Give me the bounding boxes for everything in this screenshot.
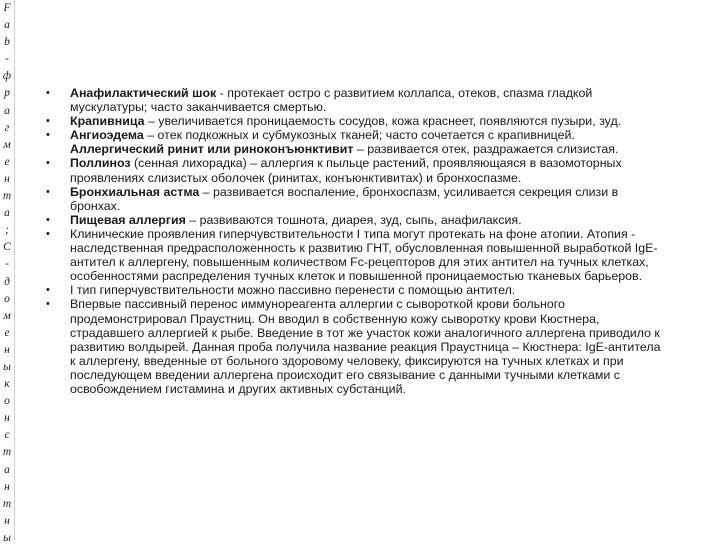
item-term: Поллиноз bbox=[70, 156, 131, 171]
bullet-icon: • bbox=[46, 213, 50, 226]
bullet-icon: • bbox=[46, 185, 50, 198]
side-strip-letter: н bbox=[4, 480, 10, 493]
item-term: Бронхиальная астма bbox=[70, 184, 200, 199]
item-text: – развивается отек, раздражается слизистая. bbox=[353, 142, 619, 157]
side-strip-letter: т bbox=[2, 497, 12, 510]
list-item bbox=[46, 128, 664, 142]
side-strip-letter: С bbox=[3, 241, 11, 254]
side-strip-letter: н bbox=[4, 343, 10, 356]
side-strip-letter: a bbox=[4, 19, 10, 32]
side-strip-letter: ы bbox=[3, 360, 11, 373]
item-text: I тип гиперчувствительности можно пассивно перенести с помощью антител. bbox=[70, 283, 516, 298]
bullet-icon: • bbox=[46, 115, 50, 128]
side-strip-letter: м bbox=[3, 309, 11, 322]
item-term: Анафилактический шок bbox=[70, 86, 217, 100]
side-strip-letter: м bbox=[3, 138, 11, 151]
side-strip-letter: о bbox=[4, 395, 10, 408]
list-item bbox=[46, 297, 664, 396]
side-strip-letter: а bbox=[4, 463, 10, 476]
item-text: – развивается воспаление, бронхоспазм, усиливается секреция слизи в бронхах. bbox=[70, 184, 619, 213]
item-term: Аллергический ринит или риноконъюнктивит bbox=[70, 142, 354, 157]
side-strip-letter: а bbox=[4, 207, 10, 220]
bullet-list bbox=[46, 86, 664, 396]
bullet-icon: • bbox=[46, 129, 50, 142]
side-strip-letter: с bbox=[4, 429, 10, 442]
bullet-icon: • bbox=[46, 157, 50, 170]
side-strip-letter: к bbox=[4, 378, 10, 391]
item-text: (сенная лихорадка) – аллергия к пыльце растений, проявляющаяся в вазомоторных проявлениях слизистых оболочек (ринитах, конъюнктивитах) и бронхоспазме. bbox=[70, 156, 622, 185]
side-strip-letter: н bbox=[4, 412, 10, 425]
side-strip-letter: р bbox=[4, 87, 10, 100]
list-item bbox=[46, 114, 664, 128]
list-item bbox=[46, 86, 664, 114]
side-strip-letter: о bbox=[4, 292, 10, 305]
item-term: Ангиоэдема bbox=[70, 128, 144, 143]
item-term: Крапивница bbox=[70, 114, 145, 129]
item-text: – развиваются тошнота, диарея, зуд, сыпь, анафилаксия. bbox=[185, 212, 522, 227]
side-strip-letter: ы bbox=[3, 531, 11, 544]
side-strip-letter: д bbox=[4, 275, 10, 288]
side-strip-letter: а bbox=[4, 104, 10, 117]
side-strip-letter: - bbox=[5, 258, 9, 271]
side-strip-letter: ф bbox=[2, 70, 12, 83]
side-strip-letter: b bbox=[4, 36, 10, 49]
side-strip-letter: т bbox=[2, 446, 12, 459]
bullet-icon: • bbox=[46, 87, 50, 99]
list-item bbox=[46, 227, 664, 283]
list-item bbox=[46, 142, 664, 156]
list-item bbox=[46, 213, 664, 227]
item-text: Клинические проявления гиперчувствительности I типа могут протекать на фоне атопии. Атопия - наследственная предрасположенность к развитию ГНТ, обусловленная повышенной выработкой IgE-антител к аллергену, повышенным количеством Fc-рецепторов для этих антител на тучных клетках, особенностями распределения тучных клеток и повышенной проницаемостью тканевых барьеров. bbox=[70, 226, 658, 284]
item-term: Пищевая аллергия bbox=[70, 212, 186, 227]
side-strip-letter: е bbox=[4, 326, 10, 339]
side-strip-letter: г bbox=[4, 121, 10, 134]
bullet-icon: • bbox=[46, 227, 50, 240]
list-item bbox=[46, 283, 664, 297]
side-strip-letter: ; bbox=[5, 224, 9, 237]
side-strip-vertical-text bbox=[0, 0, 15, 544]
bullet-icon: • bbox=[46, 298, 50, 311]
side-strip-letter: н bbox=[4, 514, 10, 527]
item-text: Впервые пассивный перенос иммунореагента аллергии с сывороткой крови больного продемонстрировал Праустниц. Он вводил в собственную кожу сыворотку крови Кюстнера, страдавшего аллергией к рыбе. Введение в тот же участок кожи аналогичного аллергена приводило к развитию волдырей. Данная проба получила название реакция Праустница – Кюстнера: IgE-антитела к аллергену, введенные от больного здоровому человеку, фиксируются на тучных клетках и при последующем введении аллергена происходит его связывание с данными тучными клетками с освобождением гистамина и других активных субстанций. bbox=[70, 297, 661, 396]
item-text: – отек подкожных и субмукозных тканей; часто сочетается с крапивницей. bbox=[143, 128, 575, 143]
side-strip-letter: т bbox=[2, 190, 12, 203]
bullet-icon: • bbox=[46, 284, 50, 297]
side-strip-letter: F bbox=[3, 2, 11, 14]
side-strip-letter: н bbox=[4, 172, 10, 185]
side-strip-letter: - bbox=[5, 53, 9, 66]
list-item bbox=[46, 185, 664, 213]
item-text: - протекает остро с развитием коллапса, отеков, спазма гладкой мускулатуры; часто заканчивается смертью. bbox=[70, 86, 593, 115]
list-item bbox=[46, 156, 664, 184]
side-strip-letter: е bbox=[4, 155, 10, 168]
item-text: – увеличивается проницаемость сосудов, кожа краснеет, появляются пузыри, зуд. bbox=[144, 114, 622, 129]
